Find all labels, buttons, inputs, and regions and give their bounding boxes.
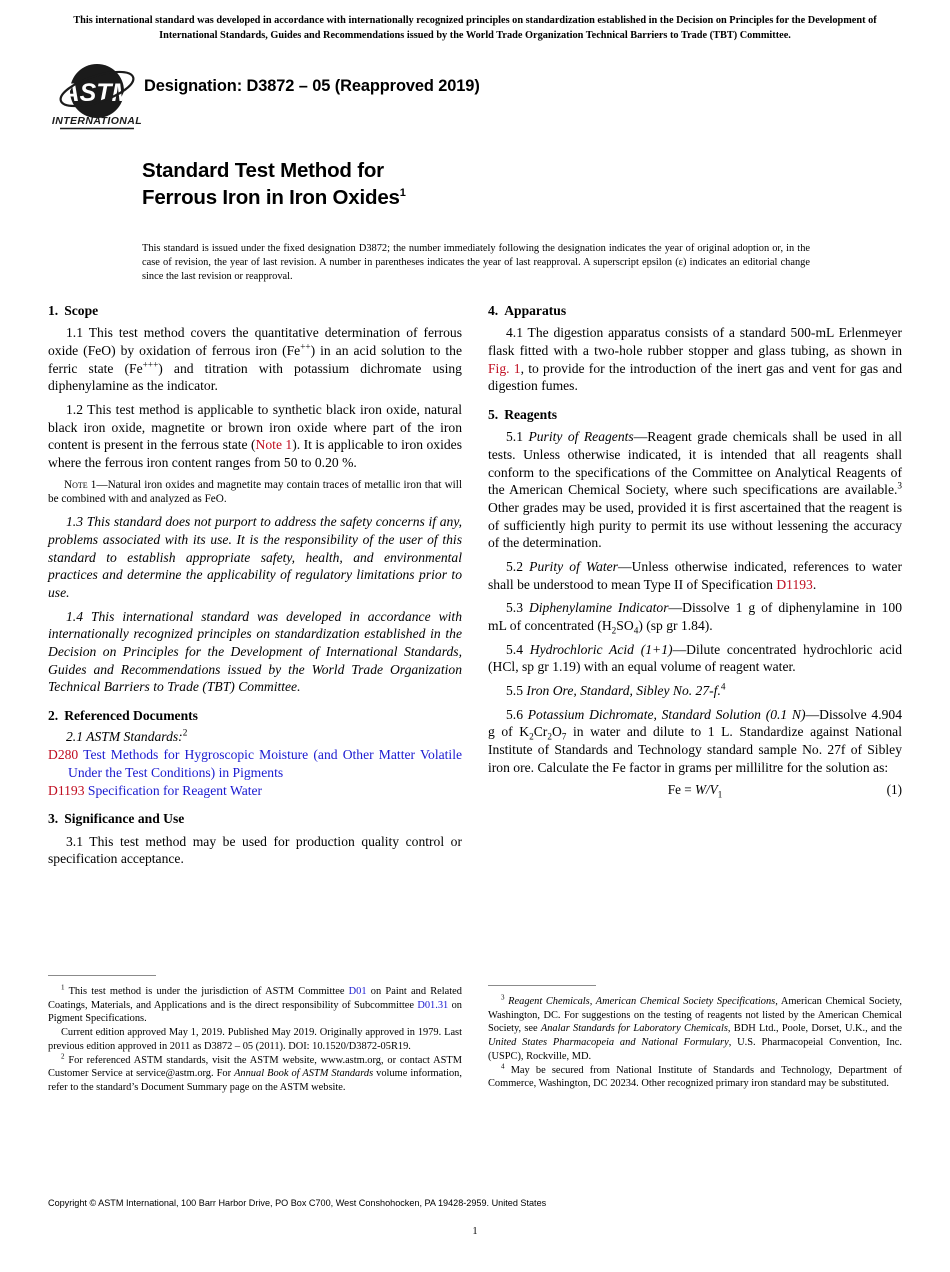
para-number: 1.2: [66, 402, 83, 417]
equation-subscript: 1: [717, 790, 723, 801]
para-text-end: , to provide for the introduction of the inert gas and vent for gas and digestion fumes.: [488, 360, 902, 394]
para-number: 1.4: [66, 608, 83, 624]
para-number: 5.1: [506, 429, 523, 445]
para-lead-in: Iron Ore, Standard, Sibley No. 27-f.: [526, 683, 721, 699]
equation-expression: [488, 782, 902, 801]
para-text: —Reagent grade chemicals shall be used in all tests. Unless otherwise indicated, it is intended that all reagents shall conform to the specifications of the Committee on Analytical Reagents of the American Chemical Society, where such specifications are available.: [488, 429, 902, 498]
footnote-3: [488, 995, 902, 1064]
para-text-cont-2: O: [551, 724, 562, 740]
subscript: 4: [633, 625, 639, 636]
para-text-cont: Cr: [533, 724, 548, 740]
footnote-marker: 2: [182, 727, 188, 738]
para-number: 5.4: [506, 641, 523, 657]
footnote-text-cont: , BDH Ltd., Poole, Dorset, U.K., and the: [727, 1023, 902, 1035]
para-number: 4.1: [506, 325, 523, 341]
footnote-text-end: volume information, refer to the standard’s Document Summary page on the ASTM website.: [48, 1068, 462, 1094]
para-text-end: in water and dilute to 1 L. Standardize against National Institute of Standards and Technology standard sample No. 27f of Sibley iron ore. Calculate the Fe factor in grams per millilitre for the solution as:: [488, 724, 902, 775]
page-number: 1: [472, 1226, 478, 1237]
footnote-italic-title-3: United States Pharmacopeia and National Formulary: [488, 1037, 729, 1049]
note-number: 1—: [90, 478, 108, 491]
subscript: 2: [529, 732, 534, 743]
footnote-marker: 2: [61, 1052, 65, 1061]
paragraph-1-3: [48, 513, 462, 601]
paragraph-5-4: [488, 641, 902, 676]
reference-title[interactable]: Test Methods for Hygroscopic Moisture (and Other Matter Volatile Under the Test Conditions) in Pigments: [68, 747, 462, 780]
footnote-text-end: , U.S. Pharmacopeial Convention, Inc. (USPC), Rockville, MD.: [488, 1037, 902, 1062]
reference-item[interactable]: [48, 746, 462, 781]
section-number: 1.: [48, 303, 59, 318]
para-text: This test method may be used for production quality control or specification acceptance.: [48, 833, 462, 867]
paragraph-5-3: [488, 599, 902, 634]
subscript: 2: [611, 625, 617, 636]
para-text: —Dilute concentrated hydrochloric acid (HCl, sp gr 1.19) with an equal volume of reagent water.: [488, 641, 902, 675]
section-number: 2.: [48, 707, 59, 723]
copyright-line: Copyright © ASTM International, 100 Barr Harbor Drive, PO Box C700, West Conshohocken, PA 19428-2959. United States: [48, 1198, 547, 1208]
footnote-marker: 4: [720, 681, 726, 692]
footnote-marker: 3: [501, 993, 505, 1002]
designation-line: Designation: D3872 – 05 (Reapproved 2019): [144, 77, 480, 95]
footnote-current-edition: Current edition approved May 1, 2019. Published May 2019. Originally approved in 1979. Last previous edition approved in 2011 as D3872 – 05 (2011). DOI: 10.1520/D3872-05R19.: [48, 1027, 462, 1052]
para-lead-in: Potassium Dichromate, Standard Solution (0.1 N): [527, 706, 806, 722]
link-subcommittee-d0131[interactable]: D01.31: [417, 999, 449, 1011]
reference-id[interactable]: D1193: [48, 782, 85, 798]
para-lead-in: Purity of Water: [529, 559, 618, 575]
reference-item[interactable]: [48, 782, 462, 800]
left-column: [48, 303, 463, 1094]
para-text: This test method is applicable to synthetic black iron oxide, natural black iron oxide, magnetite or brown iron oxide where part of the iron content is present in the ferrous state (: [48, 402, 462, 453]
footnote-text-end: on Pigment Specifications.: [48, 999, 462, 1025]
para-number: 5.5: [506, 683, 523, 699]
right-footnotes: [488, 985, 902, 1091]
paragraph-5-2: [488, 558, 902, 593]
paragraph-5-6: [488, 706, 902, 777]
note-label: Note: [64, 478, 88, 491]
title-block: [142, 157, 842, 284]
footnote-1: [48, 985, 462, 1026]
subscript: 2: [547, 732, 552, 743]
para-text: —Unless otherwise indicated, references to water shall be understood to mean Type II of Specification: [488, 559, 902, 592]
note-text: Natural iron oxides and magnetite may contain traces of metallic iron that will be combined with and analyzed as FeO.: [48, 478, 463, 506]
section-number: 5.: [488, 407, 499, 422]
footnote-marker: 3: [897, 480, 902, 491]
footnote-italic-title: Annual Book of ASTM Standards: [234, 1068, 374, 1080]
section-heading-significance-and-use: [48, 811, 462, 827]
para-text-end: .: [812, 576, 817, 592]
right-column: [488, 303, 903, 1090]
issue-statement: This standard is issued under the fixed designation D3872; the number immediately following the designation indicates the year of original adoption or, in the case of revision, the year of last revision. A number in parentheses indicates the year of last reapproval. A superscript epsilon (ε) indicates an editorial change since the last revision or reapproval.: [142, 242, 810, 283]
svg-text:ASTM: ASTM: [61, 79, 133, 107]
para-text: This international standard was developed in accordance with internationally recognized principles on standardization established in the Decision on Principles for the Development of International Standards, Guides and Recommendations issued by the World Trade Organization Technical Barriers to Trade (TBT) Committee.: [48, 608, 462, 695]
section-heading-scope: [48, 303, 462, 319]
page-title: [142, 157, 842, 212]
para-text-cont: ) in an acid solution to the ferric state (Fe: [48, 342, 462, 376]
section-title: Referenced Documents: [64, 707, 198, 723]
para-number: 5.2: [506, 559, 523, 575]
para-lead-in: Diphenylamine Indicator: [528, 600, 669, 616]
section-heading-apparatus: [488, 303, 902, 319]
title-footnote-marker: 1: [399, 187, 406, 200]
para-text-end: Other grades may be used, provided it is first ascertained that the reagent is of sufficiently high purity to permit its use without lessening the accuracy of the determination.: [488, 500, 902, 551]
subheading-astm-standards: [48, 729, 462, 745]
footnote-text: May be secured from National Institute of Standards and Technology, Department of Commerce, Washington, DC 20234. Other recognized primary iron standard may be substituted.: [488, 1064, 902, 1090]
section-heading-referenced-documents: [48, 708, 462, 724]
para-text-end: ). It is applicable to iron oxides where the ferrous iron content ranges from 50 to 0.20 %.: [48, 437, 462, 471]
section-title: Significance and Use: [64, 811, 185, 827]
para-number: 1.3: [66, 514, 83, 530]
footnote-separator: [48, 975, 156, 976]
tbt-banner: This international standard was developed in accordance with internationally recognized principles on standardization established in the Decision on Principles for the Development of International Standards, Guides and Recommendations issued by the World Trade Organization Technical Barriers to Trade (TBT) Committee.: [73, 15, 877, 41]
para-lead-in: Hydrochloric Acid (1+1): [529, 641, 673, 657]
link-note-1[interactable]: Note 1: [255, 437, 293, 453]
link-fig-1[interactable]: Fig. 1: [488, 360, 521, 376]
paragraph-5-5: [488, 682, 902, 700]
para-text: The digestion apparatus consists of a standard 500-mL Erlenmeyer flask fitted with a two-hole rubber stopper and glass tubing, as shown in: [488, 325, 903, 358]
para-number: 2.1: [66, 729, 83, 745]
footnote-text-cont: on Paint and Related Coatings, Materials, and Applications and is the direct responsibility of Subcommittee: [48, 986, 462, 1011]
para-text-cont: SO: [616, 618, 634, 634]
paragraph-1-2: [48, 401, 462, 472]
para-text: —Dissolve 4.904 g of K: [488, 706, 902, 740]
footnote-2: [48, 1054, 462, 1095]
para-text-end: ) (sp gr 1.84).: [638, 618, 713, 634]
footnote-italic-title-2: Analar Standards for Laboratory Chemicals: [540, 1023, 728, 1035]
note-1: [48, 478, 462, 508]
para-number: 5.3: [506, 600, 523, 616]
left-footnotes: [48, 975, 462, 1095]
link-d1193[interactable]: D1193: [776, 576, 813, 592]
paragraph-1-1: [48, 324, 462, 395]
equation-number: (1): [886, 782, 902, 798]
para-text: This test method covers the quantitative determination of ferrous oxide (FeO) by oxidation of ferrous iron (Fe: [48, 325, 462, 358]
subhead-label: ASTM Standards:: [86, 729, 183, 745]
para-text-end: ) and titration with potassium dichromate using diphenylamine as the indicator.: [48, 360, 462, 394]
para-lead-in: Purity of Reagents: [528, 429, 634, 445]
equation-1: [488, 782, 902, 802]
footnote-marker: 1: [61, 983, 65, 992]
referenced-standards-list: [48, 746, 462, 799]
para-text: —Dissolve 1 g of diphenylamine in 100 mL of concentrated (H: [488, 600, 902, 634]
footnote-italic-title: Reagent Chemicals, American Chemical Society Specifications: [508, 996, 776, 1007]
subscript: 7: [561, 732, 567, 743]
footnote-separator: [488, 985, 596, 986]
equation-rhs: W/V: [695, 782, 718, 798]
title-line-1: Standard Test Method for: [142, 159, 384, 182]
section-title: Scope: [64, 303, 99, 318]
footnote-text: This test method is under the jurisdiction of ASTM Committee: [64, 986, 349, 997]
para-number: 1.1: [66, 325, 83, 341]
footnote-4: [488, 1064, 902, 1091]
section-number: 3.: [48, 811, 59, 827]
section-title: Reagents: [504, 407, 558, 422]
document-header: [48, 60, 902, 140]
equation-lhs: Fe =: [667, 782, 695, 798]
paragraph-3-1: [48, 833, 462, 868]
paragraph-1-4: [48, 608, 462, 696]
section-title: Apparatus: [504, 303, 567, 318]
paragraph-5-1: [488, 428, 902, 552]
para-number: 5.6: [506, 706, 523, 722]
link-committee-d01[interactable]: D01: [348, 986, 367, 997]
footnote-marker: 4: [501, 1062, 505, 1071]
title-line-2: Ferrous Iron in Iron Oxides: [142, 186, 400, 210]
svg-text:INTERNATIONAL: INTERNATIONAL: [51, 115, 143, 127]
reference-title[interactable]: Specification for Reagent Water: [87, 782, 263, 798]
superscript-charge: ++: [300, 341, 311, 352]
para-number: 3.1: [66, 833, 83, 849]
paragraph-4-1: [488, 324, 902, 395]
footnote-text: , American Chemical Society, Washington, DC. For suggestions on the testing of reagents not listed by the American Chemical Society, see: [488, 996, 902, 1035]
astm-logo: [48, 60, 146, 132]
footnote-text: For referenced ASTM standards, visit the ASTM website, www.astm.org, or contact ASTM Customer Service at service@astm.org. For: [48, 1054, 462, 1080]
reference-id[interactable]: D280: [48, 747, 79, 763]
section-number: 4.: [488, 303, 499, 318]
superscript-charge-2: +++: [142, 359, 159, 370]
para-text: This standard does not purport to address the safety concerns if any, problems associated with its use. It is the responsibility of the user of this standard to establish appropriate safety, health, and environmental practices and determine the applicability of regulatory limitations prior to use.: [48, 514, 462, 600]
section-heading-reagents: [488, 407, 902, 423]
